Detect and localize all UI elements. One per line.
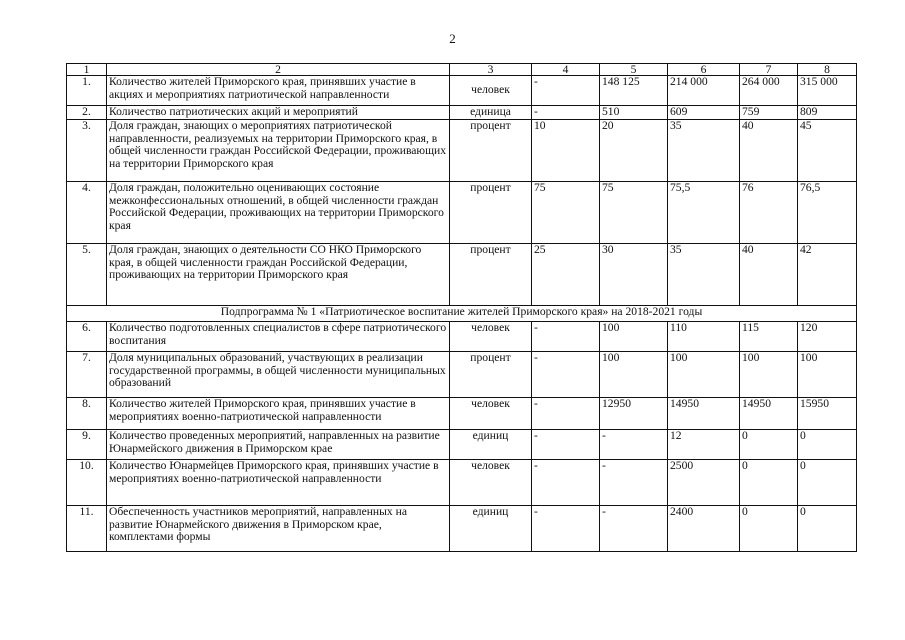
indicator-name: Количество проведенных мероприятий, направленных на развитие Юнармейского движения в Приморском крае <box>107 430 450 460</box>
unit-cell: процент <box>450 352 532 398</box>
value-col8: 100 <box>798 352 857 398</box>
value-col4: - <box>532 352 600 398</box>
table-row <box>67 76 857 106</box>
value-col4: 25 <box>532 244 600 306</box>
value-col4: - <box>532 322 600 352</box>
row-number: 4. <box>67 182 107 244</box>
value-col6: 75,5 <box>668 182 740 244</box>
header-cell: 5 <box>600 64 668 76</box>
value-col8: 45 <box>798 120 857 182</box>
table-row <box>67 460 857 506</box>
row-number: 1. <box>67 76 107 106</box>
value-col5: - <box>600 506 668 552</box>
value-col6: 2500 <box>668 460 740 506</box>
value-col5: 75 <box>600 182 668 244</box>
row-number: 8. <box>67 398 107 430</box>
indicator-name: Количество подготовленных специалистов в сфере патриотического воспитания <box>107 322 450 352</box>
page-number: 2 <box>449 31 456 46</box>
header-cell: 2 <box>107 64 450 76</box>
indicator-name: Количество патриотических акций и мероприятий <box>107 106 450 120</box>
value-col7: 0 <box>740 506 798 552</box>
value-col8: 0 <box>798 460 857 506</box>
value-col8: 15950 <box>798 398 857 430</box>
row-number: 3. <box>67 120 107 182</box>
header-cell: 4 <box>532 64 600 76</box>
table-body <box>67 64 857 552</box>
indicator-name: Доля граждан, знающих о мероприятиях патриотической направленности, реализуемых на территории Приморского края, в общей численности граждан Российской Федерации, проживающих на территории Приморского края <box>107 120 450 182</box>
value-col5: 100 <box>600 352 668 398</box>
indicator-name: Количество Юнармейцев Приморского края, принявших участие в мероприятиях военно-патриотической направленности <box>107 460 450 506</box>
table-row <box>67 398 857 430</box>
header-row <box>67 64 857 76</box>
unit-cell: человек <box>450 76 532 106</box>
value-col4: - <box>532 506 600 552</box>
value-col6: 14950 <box>668 398 740 430</box>
value-col6: 12 <box>668 430 740 460</box>
value-col5: 30 <box>600 244 668 306</box>
value-col5: - <box>600 430 668 460</box>
value-col5: 148 125 <box>600 76 668 106</box>
indicator-name: Количество жителей Приморского края, принявших участие в мероприятиях военно-патриотической направленности <box>107 398 450 430</box>
unit-cell: единиц <box>450 430 532 460</box>
unit-cell: человек <box>450 460 532 506</box>
row-number: 9. <box>67 430 107 460</box>
table-row <box>67 182 857 244</box>
value-col8: 76,5 <box>798 182 857 244</box>
unit-cell: человек <box>450 322 532 352</box>
value-col4: - <box>532 460 600 506</box>
value-col4: 10 <box>532 120 600 182</box>
table-row <box>67 120 857 182</box>
value-col4: 75 <box>532 182 600 244</box>
row-number: 6. <box>67 322 107 352</box>
value-col6: 214 000 <box>668 76 740 106</box>
value-col7: 76 <box>740 182 798 244</box>
header-cell: 7 <box>740 64 798 76</box>
value-col6: 2400 <box>668 506 740 552</box>
value-col7: 759 <box>740 106 798 120</box>
value-col8: 315 000 <box>798 76 857 106</box>
row-number: 11. <box>67 506 107 552</box>
value-col4: - <box>532 398 600 430</box>
indicator-name: Количество жителей Приморского края, принявших участие в акциях и мероприятиях патриотической направленности <box>107 76 450 106</box>
unit-cell: процент <box>450 182 532 244</box>
value-col8: 0 <box>798 430 857 460</box>
table-row <box>67 322 857 352</box>
subprogram-title: Подпрограмма № 1 «Патриотическое воспитание жителей Приморского края» на 2018-2021 годы <box>67 306 857 322</box>
table-row <box>67 106 857 120</box>
value-col8: 809 <box>798 106 857 120</box>
table-row <box>67 352 857 398</box>
unit-cell: единица <box>450 106 532 120</box>
value-col8: 0 <box>798 506 857 552</box>
value-col5: 100 <box>600 322 668 352</box>
value-col4: - <box>532 76 600 106</box>
value-col5: 12950 <box>600 398 668 430</box>
header-cell: 8 <box>798 64 857 76</box>
value-col7: 115 <box>740 322 798 352</box>
indicator-name: Обеспеченность участников мероприятий, направленных на развитие Юнармейского движения в Приморском крае, комплектами формы <box>107 506 450 552</box>
value-col7: 14950 <box>740 398 798 430</box>
table-row <box>67 244 857 306</box>
value-col7: 264 000 <box>740 76 798 106</box>
table-row <box>67 506 857 552</box>
value-col8: 120 <box>798 322 857 352</box>
table-row <box>67 430 857 460</box>
row-number: 2. <box>67 106 107 120</box>
indicator-name: Доля муниципальных образований, участвующих в реализации государственной программы, в общей численности муниципальных образований <box>107 352 450 398</box>
unit-cell: человек <box>450 398 532 430</box>
row-number: 7. <box>67 352 107 398</box>
value-col6: 100 <box>668 352 740 398</box>
value-col7: 40 <box>740 120 798 182</box>
subprogram-row <box>67 306 857 322</box>
unit-cell: процент <box>450 244 532 306</box>
unit-cell: процент <box>450 120 532 182</box>
value-col5: 20 <box>600 120 668 182</box>
value-col6: 35 <box>668 244 740 306</box>
value-col8: 42 <box>798 244 857 306</box>
unit-cell: единиц <box>450 506 532 552</box>
value-col7: 0 <box>740 430 798 460</box>
value-col4: - <box>532 430 600 460</box>
value-col4: - <box>532 106 600 120</box>
header-cell: 1 <box>67 64 107 76</box>
row-number: 5. <box>67 244 107 306</box>
value-col5: - <box>600 460 668 506</box>
value-col7: 0 <box>740 460 798 506</box>
value-col5: 510 <box>600 106 668 120</box>
header-cell: 6 <box>668 64 740 76</box>
value-col6: 35 <box>668 120 740 182</box>
indicator-name: Доля граждан, знающих о деятельности СО НКО Приморского края, в общей численности граждан Российской Федерации, проживающих на территории Приморского края <box>107 244 450 306</box>
value-col6: 609 <box>668 106 740 120</box>
indicator-name: Доля граждан, положительно оценивающих состояние межконфессиональных отношений, в общей численности граждан Российской Федерации, проживающих на территории Приморского края <box>107 182 450 244</box>
indicators-table <box>66 63 857 552</box>
value-col7: 100 <box>740 352 798 398</box>
row-number: 10. <box>67 460 107 506</box>
value-col6: 110 <box>668 322 740 352</box>
value-col7: 40 <box>740 244 798 306</box>
header-cell: 3 <box>450 64 532 76</box>
